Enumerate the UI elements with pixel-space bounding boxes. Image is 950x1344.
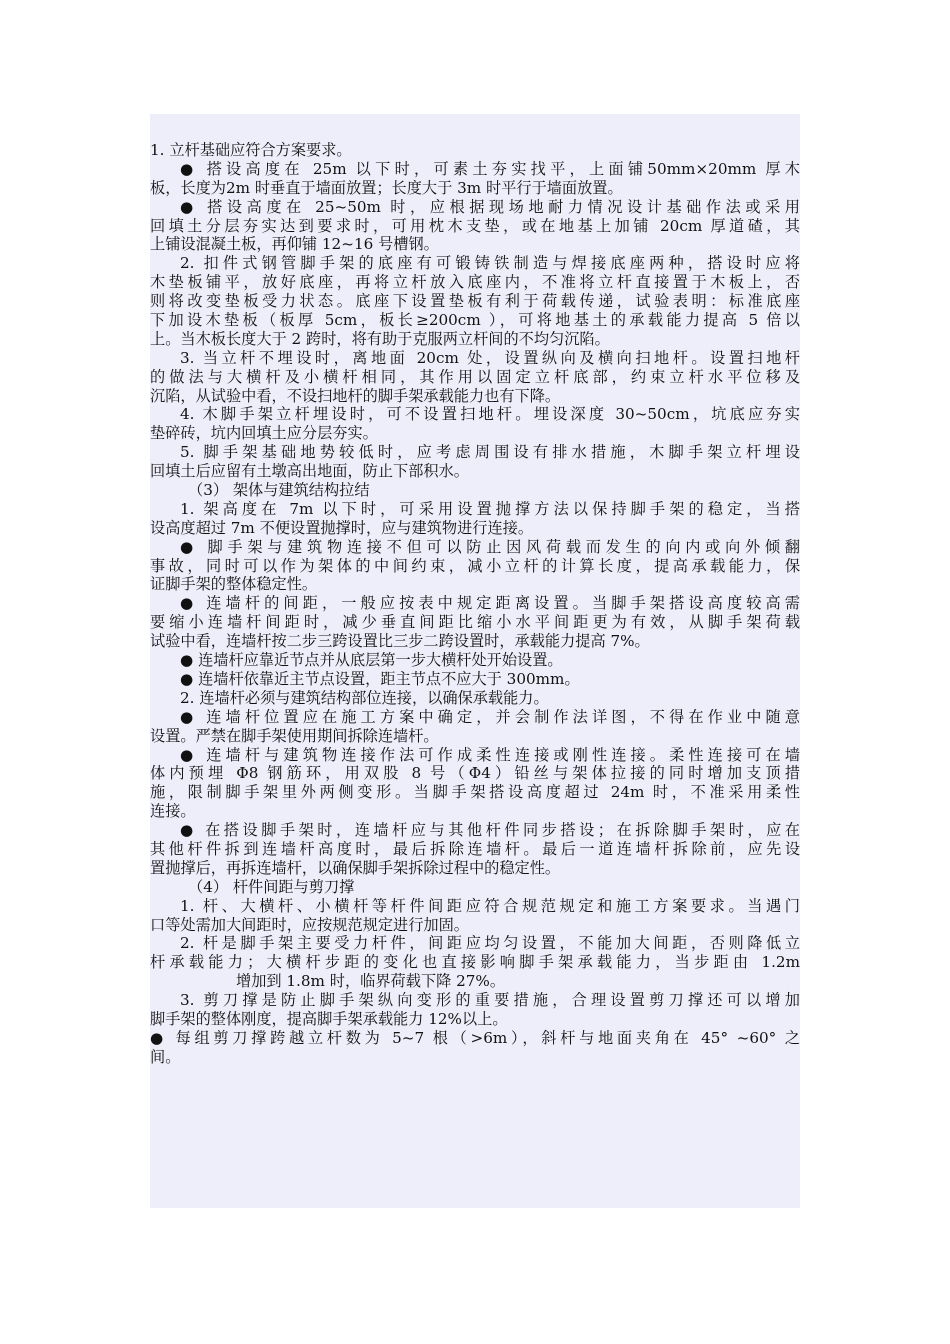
text-line: 试验中看，连墙杆按二步三跨设置比三步二跨设置时，承载能力提高 7%。 (150, 632, 650, 651)
document-body (150, 141, 800, 1067)
text-line: ● 在搭设脚手架时，连墙杆应与其他杆件同步搭设；在拆除脚手架时，应在 (180, 821, 800, 840)
text-line: 回填土分层夯实达到要求时，可用枕木支垫，或在地基上加铺 20cm 厚道碴，其 (150, 216, 800, 235)
text-line: ● 连墙杆位置应在施工方案中确定，并会制作法详图，不得在作业中随意 (180, 707, 800, 726)
text-line: 口等处需加大间距时，应按规范规定进行加固。 (150, 915, 469, 934)
text-line: ● 连墙杆应靠近节点并从底层第一步大横杆处开始设置。 (180, 651, 563, 670)
text-line: ● 连墙杆依靠近主节点设置，距主节点不应大于 300mm。 (180, 669, 580, 688)
text-line: 增加到 1.8m 时，临界荷载下降 27%。 (236, 972, 506, 991)
text-line: 4. 木脚手架立杆埋设时，可不设置扫地杆。埋设深度 30~50cm，坑底应夯实 (180, 405, 800, 424)
text-line: 下加设木垫板（板厚 5cm，板长≥200cm ），可将地基土的承载能力提高 5 倍以 (150, 311, 800, 330)
text-line: 脚手架的整体刚度，提高脚手架承载能力 12%以上。 (150, 1009, 508, 1028)
text-line: 3. 剪刀撑是防止脚手架纵向变形的重要措施，合理设置剪刀撑还可以增加 (180, 991, 800, 1010)
text-line: 连接。 (150, 802, 196, 821)
text-line: ● 连墙杆与建筑物连接作法可作成柔性连接或刚性连接。柔性连接可在墙 (180, 745, 800, 764)
text-line: 2. 连墙杆必须与建筑结构部位连接，以确保承载能力。 (180, 688, 549, 707)
text-line: ● 每组剪刀撑跨越立杆数为 5~7 根（>6m），斜杆与地面夹角在 45° ~60° 之 (150, 1028, 800, 1047)
text-line: 2. 扣件式钢管脚手架的底座有可锻铸铁制造与焊接底座两种，搭设时应将 (180, 254, 800, 273)
text-line: ● 连墙杆的间距，一般应按表中规定距离设置。当脚手架搭设高度较高需 (180, 594, 800, 613)
text-line: 回填土后应留有土墩高出地面，防止下部积水。 (150, 462, 469, 481)
text-line: 木垫板铺平，放好底座，再将立杆放入底座内，不准将立杆直接置于木板上，否 (150, 273, 800, 292)
text-line: 1. 立杆基础应符合方案要求。 (150, 141, 352, 159)
text-line: 事故，同时可以作为架体的中间约束，减小立杆的计算长度，提高承载能力，保 (150, 556, 800, 575)
text-line: 5. 脚手架基础地势较低时，应考虑周围设有排水措施，木脚手架立杆埋设 (180, 443, 800, 462)
text-line: 要缩小连墙杆间距时，减少垂直间距比缩小水平间距更为有效，从脚手架荷载 (150, 613, 800, 632)
text-line: ● 搭设高度在 25m 以下时，可素土夯实找平，上面铺50mm×20mm 厚木 (180, 159, 800, 178)
text-line: 沉陷，从试验中看，不设扫地杆的脚手架承载能力也有下降。 (150, 386, 561, 405)
text-line: 垫碎砖，坑内回填土应分层夯实。 (150, 424, 378, 443)
text-line: 上。当木板长度大于 2 跨时，将有助于克服两立杆间的不均匀沉陷。 (150, 329, 610, 348)
text-line: 2. 杆是脚手架主要受力杆件，间距应均匀设置，不能加大间距，否则降低立 (180, 934, 800, 953)
text-line: 设高度超过 7m 不便设置抛撑时，应与建筑物进行连接。 (150, 518, 534, 537)
text-line: ● 脚手架与建筑物连接不但可以防止因风荷载而发生的向内或向外倾翻 (180, 537, 800, 556)
text-line: 的做法与大横杆及小横杆相同，其作用以固定立杆底部，约束立杆水平位移及 (150, 367, 800, 386)
section-heading: （3） 架体与建筑结构拉结 (188, 481, 370, 500)
text-line: 施，限制脚手架里外两侧变形。当脚手架搭设高度超过 24m 时，不准采用柔性 (150, 783, 800, 802)
text-line: 1. 架高度在 7m 以下时，可采用设置抛撑方法以保持脚手架的稳定，当搭 (180, 499, 800, 518)
text-line: 3. 当立杆不埋设时，离地面 20cm 处，设置纵向及横向扫地杆。设置扫地杆 (180, 348, 800, 367)
text-line: 1. 杆、大横杆、小横杆等杆件间距应符合规范规定和施工方案要求。当遇门 (180, 896, 800, 915)
text-line: 则将改变垫板受力状态。底座下设置垫板有利于荷载传递，试验表明：标准底座 (150, 292, 800, 311)
text-line: 置抛撑后，再拆连墙杆，以确保脚手架拆除过程中的稳定性。 (150, 858, 561, 877)
text-line: ● 搭设高度在 25~50m 时，应根据现场地耐力情况设计基础作法或采用 (180, 197, 800, 216)
text-line: 设置。严禁在脚手架使用期间拆除连墙杆。 (150, 726, 439, 745)
text-line: 杆承载能力；大横杆步距的变化也直接影响脚手架承载能力，当步距由 1.2m (150, 953, 800, 972)
text-line: 体内预埋 Φ8 钢筋环，用双股 8 号（Φ4）铅丝与架体拉接的同时增加支顶措 (150, 764, 800, 783)
text-line: 间。 (150, 1047, 181, 1066)
text-line: 板，长度为2m 时垂直于墙面放置；长度大于 3m 时平行于墙面放置。 (150, 178, 623, 197)
section-heading: （4） 杆件间距与剪刀撑 (188, 877, 355, 896)
text-line: 证脚手架的整体稳定性。 (150, 575, 318, 594)
text-line: 其他杆件拆到连墙杆高度时，最后拆除连墙杆。最后一道连墙杆拆除前，应先设 (150, 839, 800, 858)
text-line: 上铺设混凝土板，再仰铺 12~16 号槽钢。 (150, 235, 439, 254)
